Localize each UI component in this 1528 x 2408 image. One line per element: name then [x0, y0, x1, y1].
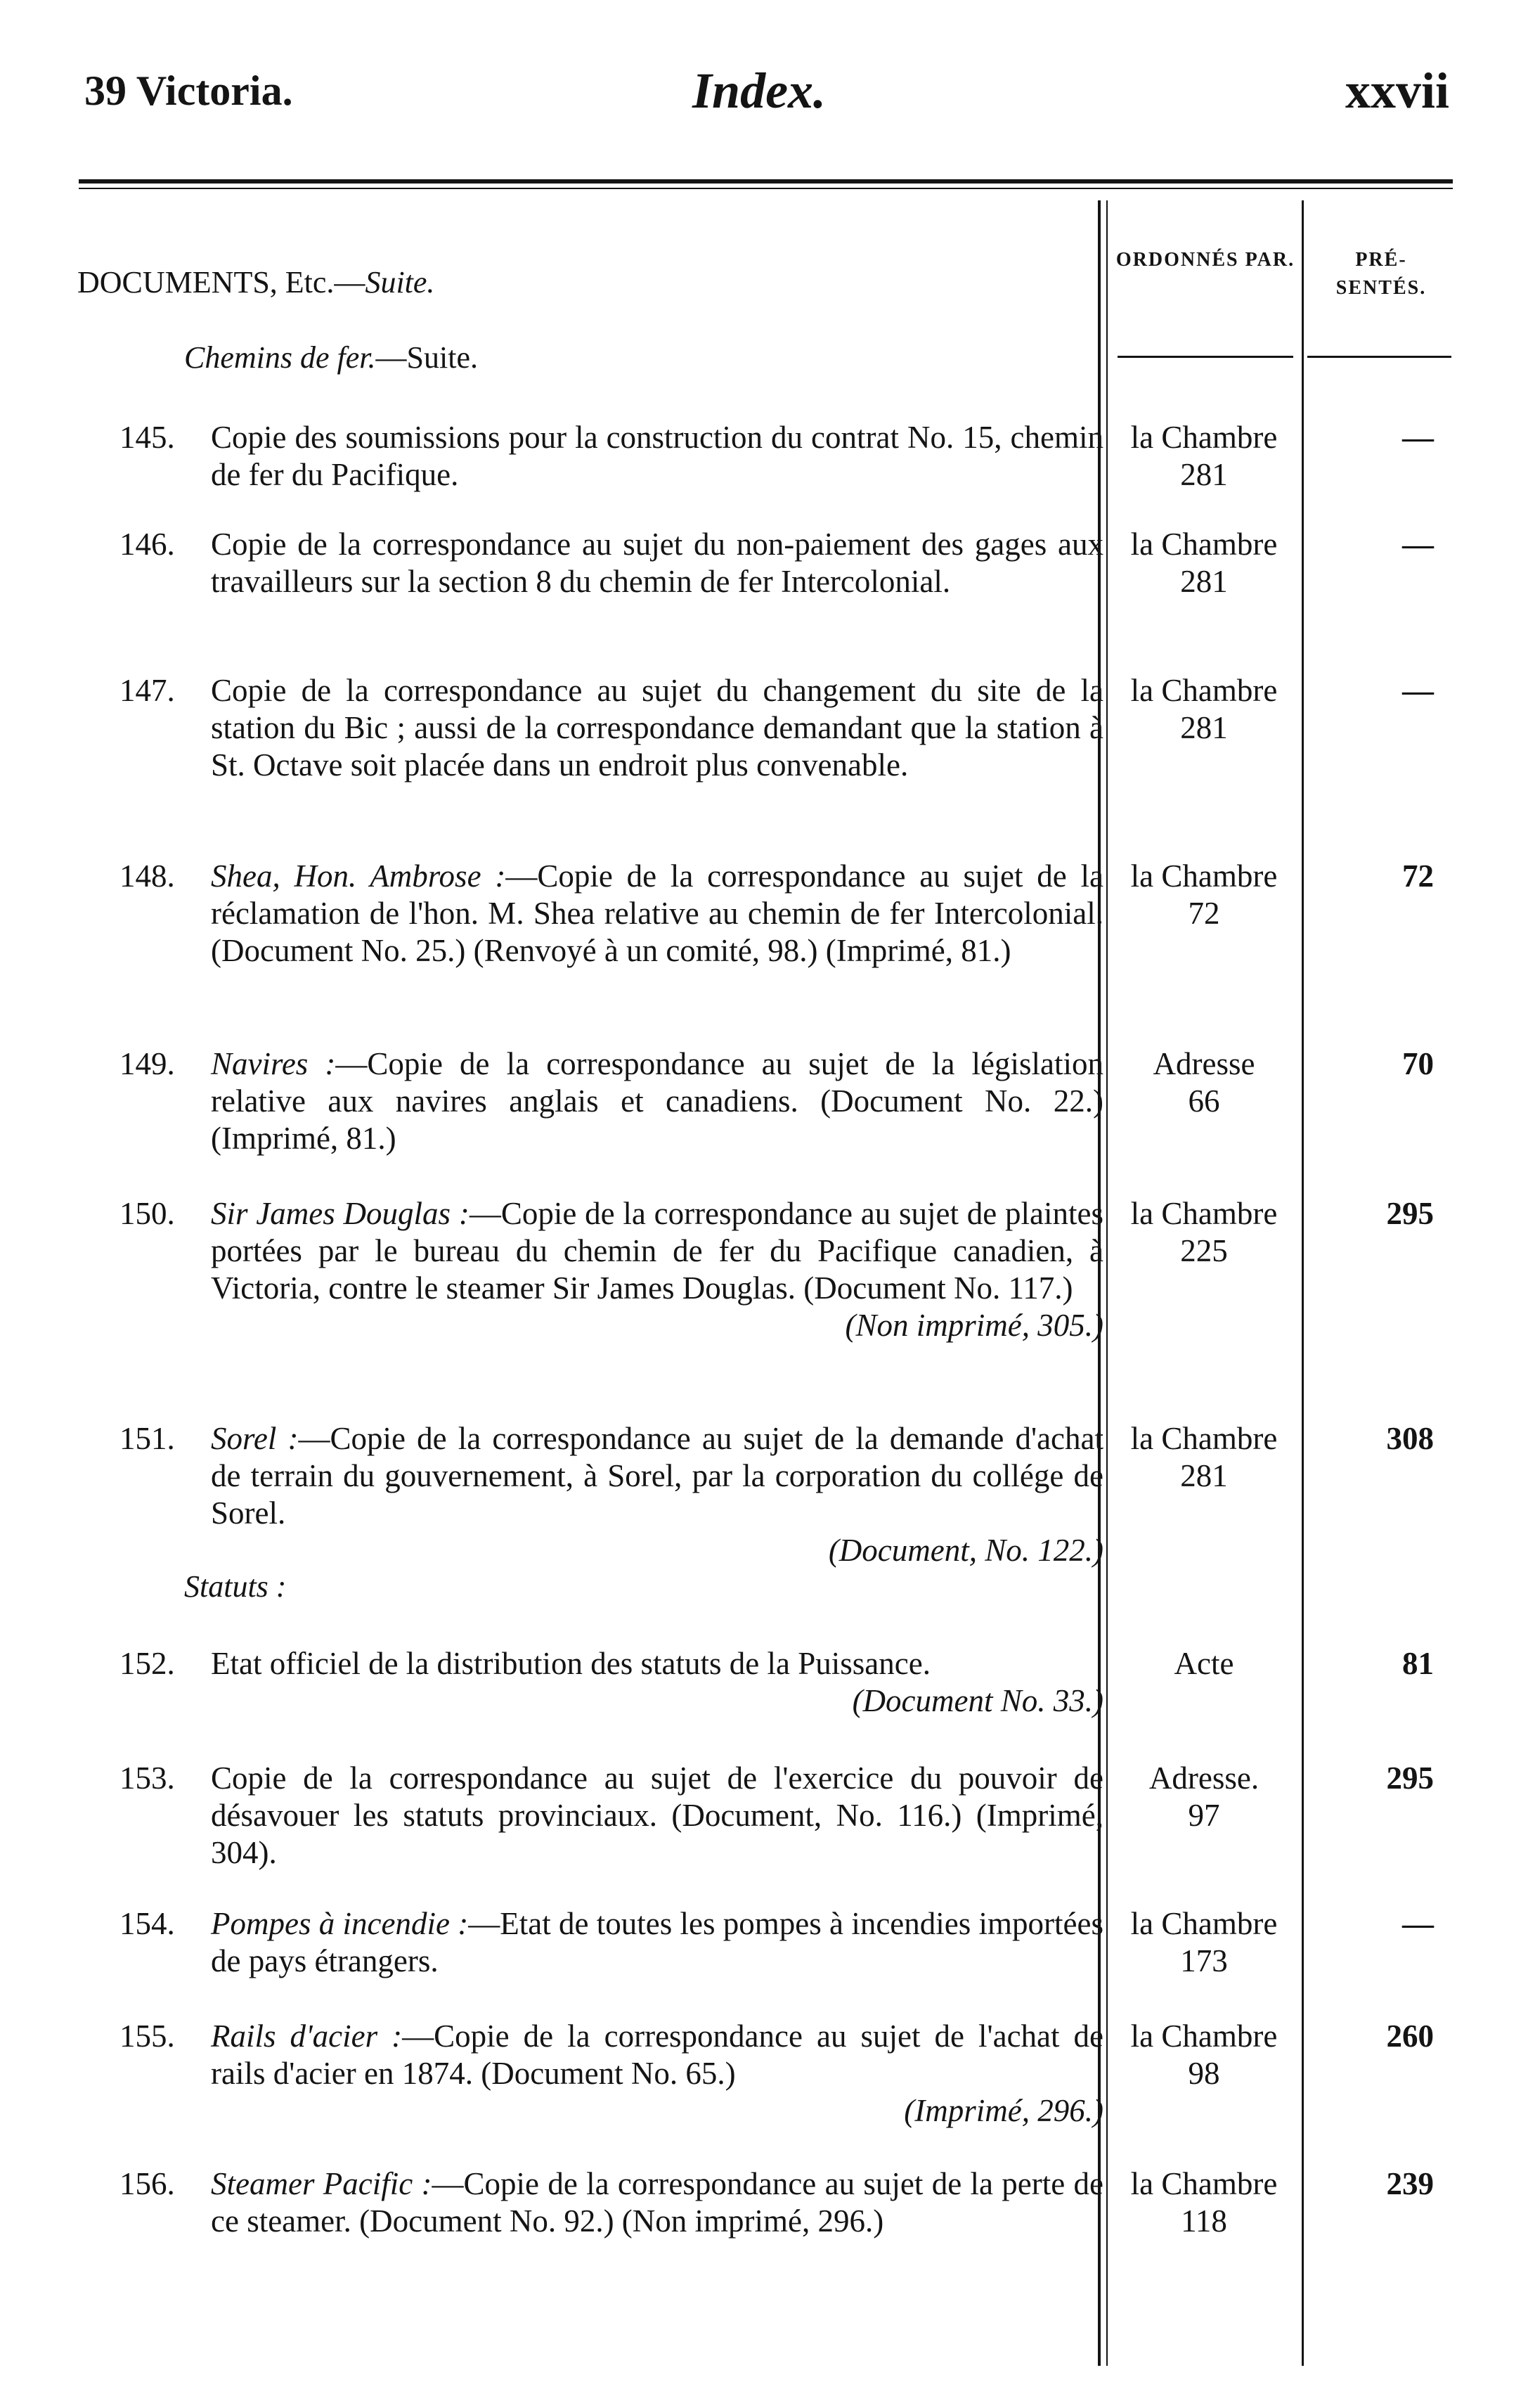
entry-ordonne: [1109, 858, 1299, 932]
entry-text: [211, 1045, 1103, 1157]
entry-text: [211, 419, 1103, 494]
entry-presente: 295: [1386, 1196, 1434, 1231]
entry-text: [211, 858, 1103, 970]
entry-lead: Pompes à incendie :: [211, 1906, 469, 1941]
entry-text: [211, 1645, 1103, 1682]
entry-presente: —: [1402, 420, 1434, 455]
page-number: xxvii: [1345, 63, 1449, 119]
entry-ordonne: [1109, 1760, 1299, 1834]
entry-number: 146.: [119, 527, 175, 562]
entry-number: 156.: [119, 2166, 175, 2201]
entry-note: (Document, No. 122.): [828, 1533, 1103, 1568]
entry-ordonne-by: la Chambre: [1130, 1421, 1278, 1456]
entry-presente: —: [1402, 527, 1434, 562]
column-header-presentes: PRÉ- SENTÉS.: [1335, 249, 1427, 299]
entry-ordonne-by: la Chambre: [1130, 1906, 1278, 1941]
entry-ordonne: [1109, 419, 1299, 494]
entry-ordonne-by: Adresse: [1153, 1046, 1255, 1081]
entry-text: [211, 1905, 1103, 1980]
entry-body: —Copie de la correspondance au sujet de l'achat de rails d'acier en 1874. (Document No. 65.): [211, 2019, 1104, 2091]
entry-body: —Copie de la correspondance au sujet de plaintes portées par le bureau du chemin de fer du Pacifique canadien, à Victoria, contre le steamer Sir James Douglas. (Document No. 117.): [211, 1196, 1103, 1306]
entry-ordonne-page: 173: [1180, 1943, 1228, 1978]
entry-number: 154.: [119, 1906, 175, 1941]
entry-body: Copie des soumissions pour la construction du contrat No. 15, chemin de fer du Pacifique.: [211, 420, 1103, 492]
entry-ordonne-page: 97: [1188, 1798, 1220, 1833]
entry-number: 147.: [119, 673, 175, 708]
entry-number: 145.: [119, 420, 175, 455]
entry-number: 155.: [119, 2019, 175, 2054]
entry-note: (Document No. 33.): [852, 1683, 1103, 1718]
entry-body: —Copie de la correspondance au sujet de la réclamation de l'hon. M. Shea relative au chemin de fer Intercolonial. (Document No. 25.) (Renvoyé à un comité, 98.) (Imprimé, 81.): [211, 858, 1103, 968]
section-title: DOCUMENTS, Etc.—Suite.: [77, 265, 435, 300]
entry-presente: —: [1402, 1906, 1434, 1941]
entry-note: (Imprimé, 296.): [904, 2093, 1103, 2128]
entry-lead: Navires :: [211, 1046, 336, 1081]
entry-ordonne-by: la Chambre: [1130, 527, 1278, 562]
entry-ordonne: [1109, 2165, 1299, 2240]
entry-text: [211, 1420, 1103, 1532]
entry-ordonne-by: la Chambre: [1130, 2019, 1278, 2054]
entry-ordonne: [1109, 1420, 1299, 1495]
entry-body: —Etat de toutes les pompes à incendies importées de pays étrangers.: [211, 1906, 1103, 1978]
entry-ordonne-page: 66: [1188, 1083, 1220, 1119]
entry-ordonne-by: la Chambre: [1130, 673, 1278, 708]
header-rule-thick: [79, 179, 1453, 184]
entry-number: 148.: [119, 858, 175, 894]
entry-presente: 72: [1402, 858, 1434, 894]
entry-ordonne: [1109, 1905, 1299, 1980]
index-entry: [119, 1195, 1103, 1344]
column-divider-text-inner: [1106, 200, 1108, 2366]
entry-presente: —: [1402, 673, 1434, 708]
entry-presente: 260: [1386, 2019, 1434, 2054]
entry-ordonne-by: la Chambre: [1130, 420, 1278, 455]
entry-ordonne: [1109, 526, 1299, 600]
entry-lead: Steamer Pacific :: [211, 2166, 432, 2201]
entry-text: [211, 2018, 1103, 2092]
entry-number: 151.: [119, 1421, 175, 1456]
page-header-left: 39 Victoria.: [84, 67, 293, 114]
entry-text: [211, 2165, 1103, 2240]
column-header-rule-ordonnes: [1118, 356, 1293, 358]
page-title: Index.: [692, 63, 827, 119]
entry-ordonne-page: 118: [1181, 2203, 1227, 2239]
column-header-ordonnes: ORDONNÉS PAR.: [1115, 249, 1295, 271]
entry-note: (Non imprimé, 305.): [845, 1308, 1103, 1343]
entry-body: —Copie de la correspondance au sujet de la demande d'achat de terrain du gouvernement, à Sorel, par la corporation du collége de Sorel.: [211, 1421, 1103, 1531]
entry-ordonne-page: 281: [1180, 564, 1228, 599]
statuts-heading: Statuts :: [184, 1569, 287, 1604]
entry-lead: Rails d'acier :: [211, 2019, 403, 2054]
entry-lead: Sir James Douglas :: [211, 1196, 470, 1231]
entry-ordonne: [1109, 1045, 1299, 1120]
entry-body: —Copie de la correspondance au sujet de la législation relative aux navires anglais et canadiens. (Document No. 22.) (Imprimé, 81.): [211, 1046, 1103, 1156]
header-rule-thin: [79, 188, 1453, 189]
entry-number: 150.: [119, 1196, 175, 1231]
entry-ordonne: [1109, 1645, 1299, 1682]
column-divider-ordonnes: [1302, 200, 1304, 2366]
entry-ordonne-by: Acte: [1174, 1646, 1234, 1681]
index-entry: [119, 672, 1103, 784]
entry-presente: 239: [1386, 2166, 1434, 2201]
entry-ordonne: [1109, 2018, 1299, 2092]
entry-ordonne: [1109, 1195, 1299, 1270]
entry-ordonne-page: 72: [1188, 896, 1220, 931]
index-entry: [119, 858, 1103, 970]
entry-body: Copie de la correspondance au sujet du changement du site de la station du Bic ; aussi de la correspondance demandant que la station à St. Octave soit placée dans un endroit plus convenable.: [211, 673, 1103, 783]
entry-ordonne: [1109, 672, 1299, 747]
entry-lead: Shea, Hon. Ambrose :: [211, 858, 506, 894]
entry-number: 153.: [119, 1760, 175, 1796]
entry-ordonne-page: 225: [1180, 1233, 1228, 1268]
entry-ordonne-page: 98: [1188, 2056, 1220, 2091]
subsection-title: Chemins de fer.—Suite.: [184, 340, 478, 375]
index-entry: [119, 526, 1103, 600]
entry-text: [211, 1195, 1103, 1307]
index-entry: [119, 1045, 1103, 1157]
index-entry: [119, 1645, 1103, 1720]
entry-text: [211, 1760, 1103, 1872]
entry-lead: Sorel :: [211, 1421, 299, 1456]
entry-body: —Copie de la correspondance au sujet de la perte de ce steamer. (Document No. 92.) (Non imprimé, 296.): [211, 2166, 1104, 2239]
entry-presente: 70: [1402, 1046, 1434, 1081]
entry-ordonne-page: 281: [1180, 1458, 1228, 1493]
index-entry: [119, 1420, 1103, 1569]
entry-presente: 308: [1386, 1421, 1434, 1456]
entry-body: Etat officiel de la distribution des statuts de la Puissance.: [211, 1646, 931, 1681]
entry-body: Copie de la correspondance au sujet du non-paiement des gages aux travailleurs sur la section 8 du chemin de fer Intercolonial.: [211, 527, 1103, 599]
entry-presente: 81: [1402, 1646, 1434, 1681]
entry-body: Copie de la correspondance au sujet de l'exercice du pouvoir de désavouer les statuts provinciaux. (Document, No. 116.) (Imprimé, 304).: [211, 1760, 1103, 1870]
entry-ordonne-page: 281: [1180, 710, 1228, 745]
index-entry: [119, 1905, 1103, 1980]
entry-text: [211, 526, 1103, 600]
index-entry: [119, 2165, 1103, 2240]
entry-ordonne-by: Adresse.: [1148, 1760, 1260, 1796]
entry-ordonne-by: la Chambre: [1130, 1196, 1278, 1231]
entry-number: 152.: [119, 1646, 175, 1681]
index-entry: [119, 419, 1103, 494]
entry-text: [211, 672, 1103, 784]
column-header-rule-presentes: [1307, 356, 1451, 358]
entry-ordonne-by: la Chambre: [1130, 858, 1278, 894]
entry-ordonne-by: la Chambre: [1130, 2166, 1278, 2201]
entry-presente: 295: [1386, 1760, 1434, 1796]
index-entry: [119, 2018, 1103, 2130]
entry-ordonne-page: 281: [1180, 457, 1228, 492]
entry-number: 149.: [119, 1046, 175, 1081]
index-entry: [119, 1760, 1103, 1872]
